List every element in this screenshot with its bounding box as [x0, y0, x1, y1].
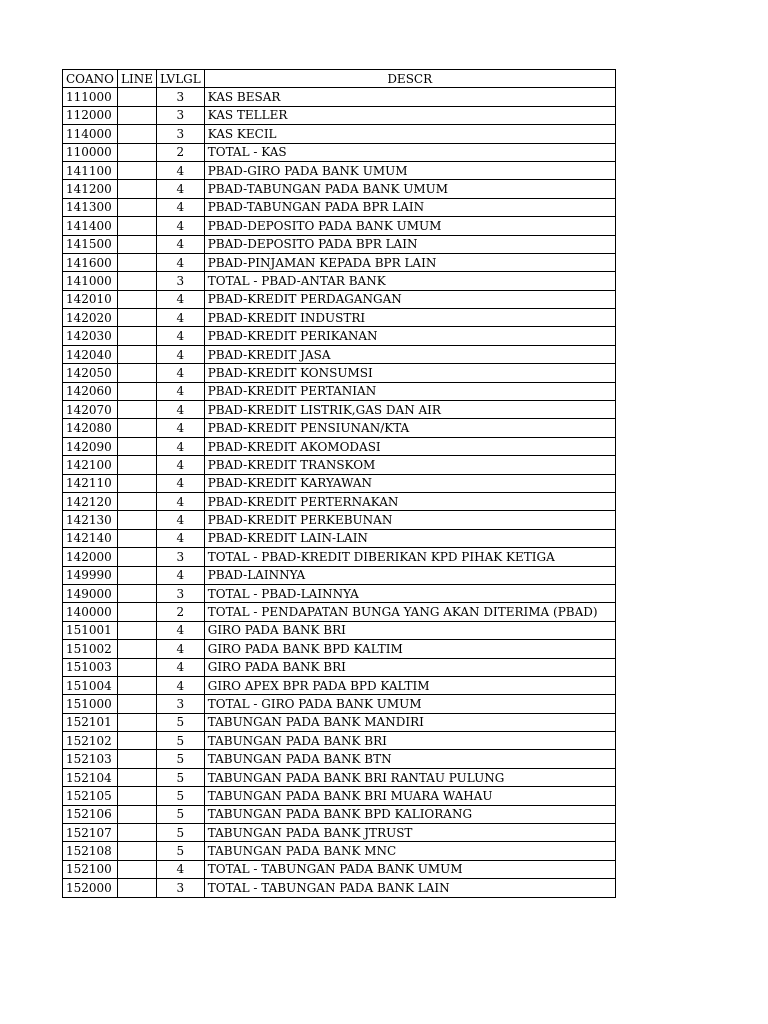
cell-lvlgl: 3: [157, 125, 205, 143]
cell-descr: PBAD-GIRO PADA BANK UMUM: [204, 161, 615, 179]
cell-descr: PBAD-KREDIT PERTANIAN: [204, 382, 615, 400]
table-body: [63, 88, 616, 897]
cell-lvlgl: 5: [157, 805, 205, 823]
cell-coano: 110000: [63, 143, 118, 161]
cell-lvlgl: 3: [157, 272, 205, 290]
cell-lvlgl: 3: [157, 106, 205, 124]
table-row: [63, 290, 616, 308]
cell-coano: 141600: [63, 253, 118, 271]
cell-lvlgl: 3: [157, 584, 205, 602]
cell-line: [118, 695, 157, 713]
cell-coano: 151004: [63, 676, 118, 694]
table-row: [63, 879, 616, 897]
cell-descr: TOTAL - PBAD-KREDIT DIBERIKAN KPD PIHAK KETIGA: [204, 548, 615, 566]
cell-descr: PBAD-PINJAMAN KEPADA BPR LAIN: [204, 253, 615, 271]
cell-lvlgl: 4: [157, 345, 205, 363]
cell-coano: 142090: [63, 437, 118, 455]
table-row: [63, 382, 616, 400]
table-row: [63, 88, 616, 106]
cell-descr: PBAD-KREDIT INDUSTRI: [204, 309, 615, 327]
cell-line: [118, 566, 157, 584]
table-row: [63, 327, 616, 345]
cell-lvlgl: 5: [157, 787, 205, 805]
cell-lvlgl: 4: [157, 621, 205, 639]
cell-line: [118, 584, 157, 602]
header-line: LINE: [118, 70, 157, 88]
cell-lvlgl: 5: [157, 824, 205, 842]
table-row: [63, 824, 616, 842]
table-row: [63, 658, 616, 676]
cell-line: [118, 401, 157, 419]
cell-line: [118, 860, 157, 878]
cell-lvlgl: 4: [157, 437, 205, 455]
cell-descr: PBAD-KREDIT PERKEBUNAN: [204, 511, 615, 529]
cell-line: [118, 824, 157, 842]
cell-descr: PBAD-KREDIT AKOMODASI: [204, 437, 615, 455]
cell-lvlgl: 5: [157, 768, 205, 786]
cell-descr: TABUNGAN PADA BANK BRI RANTAU PULUNG: [204, 768, 615, 786]
cell-line: [118, 713, 157, 731]
chart-of-accounts-table: [62, 69, 616, 898]
cell-descr: PBAD-KREDIT TRANSKOM: [204, 456, 615, 474]
cell-coano: 151001: [63, 621, 118, 639]
cell-line: [118, 805, 157, 823]
cell-lvlgl: 4: [157, 676, 205, 694]
cell-coano: 152105: [63, 787, 118, 805]
cell-coano: 142060: [63, 382, 118, 400]
cell-line: [118, 419, 157, 437]
cell-line: [118, 511, 157, 529]
table-row: [63, 253, 616, 271]
table-row: [63, 106, 616, 124]
table-row: [63, 566, 616, 584]
cell-descr: TOTAL - TABUNGAN PADA BANK UMUM: [204, 860, 615, 878]
cell-line: [118, 327, 157, 345]
table-row: [63, 161, 616, 179]
cell-coano: 151003: [63, 658, 118, 676]
cell-line: [118, 253, 157, 271]
cell-descr: PBAD-KREDIT PERDAGANGAN: [204, 290, 615, 308]
cell-descr: TABUNGAN PADA BANK BRI MUARA WAHAU: [204, 787, 615, 805]
table-row: [63, 345, 616, 363]
cell-line: [118, 548, 157, 566]
cell-lvlgl: 4: [157, 456, 205, 474]
cell-lvlgl: 4: [157, 860, 205, 878]
cell-line: [118, 437, 157, 455]
cell-descr: PBAD-DEPOSITO PADA BANK UMUM: [204, 217, 615, 235]
cell-descr: PBAD-KREDIT PERIKANAN: [204, 327, 615, 345]
table-row: [63, 456, 616, 474]
cell-lvlgl: 4: [157, 640, 205, 658]
cell-descr: TABUNGAN PADA BANK BTN: [204, 750, 615, 768]
cell-lvlgl: 4: [157, 161, 205, 179]
cell-descr: PBAD-KREDIT LAIN-LAIN: [204, 529, 615, 547]
cell-coano: 142100: [63, 456, 118, 474]
cell-line: [118, 640, 157, 658]
cell-coano: 141300: [63, 198, 118, 216]
cell-lvlgl: 4: [157, 566, 205, 584]
cell-line: [118, 180, 157, 198]
cell-coano: 152000: [63, 879, 118, 897]
cell-lvlgl: 4: [157, 198, 205, 216]
table-row: [63, 640, 616, 658]
cell-line: [118, 842, 157, 860]
cell-descr: PBAD-DEPOSITO PADA BPR LAIN: [204, 235, 615, 253]
cell-line: [118, 621, 157, 639]
cell-lvlgl: 2: [157, 603, 205, 621]
cell-descr: TOTAL - KAS: [204, 143, 615, 161]
table-row: [63, 309, 616, 327]
cell-lvlgl: 4: [157, 180, 205, 198]
cell-line: [118, 603, 157, 621]
cell-line: [118, 750, 157, 768]
cell-lvlgl: 4: [157, 382, 205, 400]
cell-lvlgl: 4: [157, 658, 205, 676]
cell-coano: 152104: [63, 768, 118, 786]
table-row: [63, 143, 616, 161]
cell-coano: 141400: [63, 217, 118, 235]
cell-lvlgl: 4: [157, 290, 205, 308]
cell-line: [118, 732, 157, 750]
cell-coano: 114000: [63, 125, 118, 143]
table-row: [63, 511, 616, 529]
cell-descr: TABUNGAN PADA BANK MANDIRI: [204, 713, 615, 731]
table-row: [63, 860, 616, 878]
cell-coano: 140000: [63, 603, 118, 621]
cell-lvlgl: 4: [157, 401, 205, 419]
cell-lvlgl: 3: [157, 548, 205, 566]
cell-lvlgl: 4: [157, 492, 205, 510]
cell-line: [118, 382, 157, 400]
cell-line: [118, 143, 157, 161]
table-header: [63, 70, 616, 88]
cell-line: [118, 161, 157, 179]
cell-line: [118, 658, 157, 676]
cell-descr: KAS KECIL: [204, 125, 615, 143]
cell-coano: 142140: [63, 529, 118, 547]
cell-descr: TOTAL - PBAD-LAINNYA: [204, 584, 615, 602]
cell-line: [118, 529, 157, 547]
cell-descr: TOTAL - PBAD-ANTAR BANK: [204, 272, 615, 290]
cell-lvlgl: 4: [157, 309, 205, 327]
table-row: [63, 125, 616, 143]
cell-line: [118, 88, 157, 106]
table-row: [63, 732, 616, 750]
cell-descr: GIRO APEX BPR PADA BPD KALTIM: [204, 676, 615, 694]
cell-coano: 152102: [63, 732, 118, 750]
cell-line: [118, 272, 157, 290]
cell-line: [118, 345, 157, 363]
cell-descr: PBAD-TABUNGAN PADA BPR LAIN: [204, 198, 615, 216]
cell-coano: 149990: [63, 566, 118, 584]
cell-descr: PBAD-KREDIT PERTERNAKAN: [204, 492, 615, 510]
cell-coano: 152103: [63, 750, 118, 768]
header-descr: DESCR: [204, 70, 615, 88]
cell-descr: PBAD-LAINNYA: [204, 566, 615, 584]
cell-coano: 142040: [63, 345, 118, 363]
cell-lvlgl: 4: [157, 529, 205, 547]
table-row: [63, 676, 616, 694]
cell-lvlgl: 2: [157, 143, 205, 161]
cell-lvlgl: 4: [157, 364, 205, 382]
header-lvlgl: LVLGL: [157, 70, 205, 88]
table-row: [63, 805, 616, 823]
cell-descr: TABUNGAN PADA BANK BRI: [204, 732, 615, 750]
table-row: [63, 713, 616, 731]
cell-coano: 149000: [63, 584, 118, 602]
cell-coano: 142030: [63, 327, 118, 345]
cell-lvlgl: 4: [157, 217, 205, 235]
cell-descr: TABUNGAN PADA BANK BPD KALIORANG: [204, 805, 615, 823]
header-coano: COANO: [63, 70, 118, 88]
cell-lvlgl: 4: [157, 419, 205, 437]
cell-lvlgl: 3: [157, 695, 205, 713]
cell-coano: 141200: [63, 180, 118, 198]
cell-line: [118, 125, 157, 143]
table-row: [63, 768, 616, 786]
table-row: [63, 437, 616, 455]
table-row: [63, 492, 616, 510]
cell-lvlgl: 4: [157, 253, 205, 271]
cell-lvlgl: 3: [157, 879, 205, 897]
cell-line: [118, 364, 157, 382]
table-row: [63, 180, 616, 198]
cell-descr: TABUNGAN PADA BANK JTRUST: [204, 824, 615, 842]
cell-coano: 141500: [63, 235, 118, 253]
cell-line: [118, 290, 157, 308]
table-row: [63, 621, 616, 639]
cell-line: [118, 492, 157, 510]
cell-coano: 152100: [63, 860, 118, 878]
cell-descr: PBAD-KREDIT LISTRIK,GAS DAN AIR: [204, 401, 615, 419]
cell-lvlgl: 5: [157, 732, 205, 750]
cell-coano: 141000: [63, 272, 118, 290]
cell-descr: PBAD-KREDIT KONSUMSI: [204, 364, 615, 382]
cell-descr: TABUNGAN PADA BANK MNC: [204, 842, 615, 860]
header-row: [63, 70, 616, 88]
cell-descr: TOTAL - TABUNGAN PADA BANK LAIN: [204, 879, 615, 897]
table-row: [63, 750, 616, 768]
table-row: [63, 842, 616, 860]
table-row: [63, 787, 616, 805]
cell-line: [118, 309, 157, 327]
cell-coano: 142050: [63, 364, 118, 382]
table-row: [63, 695, 616, 713]
cell-coano: 151000: [63, 695, 118, 713]
cell-coano: 152108: [63, 842, 118, 860]
cell-descr: GIRO PADA BANK BPD KALTIM: [204, 640, 615, 658]
cell-descr: GIRO PADA BANK BRI: [204, 621, 615, 639]
table-row: [63, 584, 616, 602]
cell-descr: GIRO PADA BANK BRI: [204, 658, 615, 676]
cell-lvlgl: 5: [157, 842, 205, 860]
cell-coano: 141100: [63, 161, 118, 179]
table-row: [63, 198, 616, 216]
cell-descr: KAS TELLER: [204, 106, 615, 124]
table-row: [63, 364, 616, 382]
cell-line: [118, 198, 157, 216]
table-row: [63, 474, 616, 492]
cell-coano: 142080: [63, 419, 118, 437]
cell-descr: PBAD-KREDIT PENSIUNAN/KTA: [204, 419, 615, 437]
table-row: [63, 529, 616, 547]
table-row: [63, 401, 616, 419]
cell-descr: PBAD-KREDIT KARYAWAN: [204, 474, 615, 492]
table-row: [63, 235, 616, 253]
cell-descr: KAS BESAR: [204, 88, 615, 106]
cell-descr: TOTAL - PENDAPATAN BUNGA YANG AKAN DITERIMA (PBAD): [204, 603, 615, 621]
table-row: [63, 603, 616, 621]
cell-lvlgl: 4: [157, 235, 205, 253]
cell-lvlgl: 4: [157, 511, 205, 529]
cell-line: [118, 676, 157, 694]
cell-coano: 142110: [63, 474, 118, 492]
cell-coano: 142010: [63, 290, 118, 308]
cell-coano: 152106: [63, 805, 118, 823]
cell-descr: PBAD-KREDIT JASA: [204, 345, 615, 363]
table-row: [63, 217, 616, 235]
cell-coano: 142120: [63, 492, 118, 510]
table-row: [63, 419, 616, 437]
table-row: [63, 272, 616, 290]
cell-descr: PBAD-TABUNGAN PADA BANK UMUM: [204, 180, 615, 198]
cell-line: [118, 768, 157, 786]
cell-lvlgl: 4: [157, 327, 205, 345]
cell-line: [118, 456, 157, 474]
cell-lvlgl: 3: [157, 88, 205, 106]
cell-line: [118, 474, 157, 492]
cell-line: [118, 879, 157, 897]
cell-coano: 112000: [63, 106, 118, 124]
cell-coano: 142000: [63, 548, 118, 566]
cell-descr: TOTAL - GIRO PADA BANK UMUM: [204, 695, 615, 713]
cell-line: [118, 106, 157, 124]
cell-coano: 152101: [63, 713, 118, 731]
cell-coano: 151002: [63, 640, 118, 658]
cell-coano: 152107: [63, 824, 118, 842]
cell-coano: 142070: [63, 401, 118, 419]
cell-coano: 142130: [63, 511, 118, 529]
cell-lvlgl: 5: [157, 750, 205, 768]
cell-line: [118, 217, 157, 235]
cell-lvlgl: 4: [157, 474, 205, 492]
table-row: [63, 548, 616, 566]
cell-coano: 111000: [63, 88, 118, 106]
cell-line: [118, 235, 157, 253]
cell-line: [118, 787, 157, 805]
cell-lvlgl: 5: [157, 713, 205, 731]
cell-coano: 142020: [63, 309, 118, 327]
